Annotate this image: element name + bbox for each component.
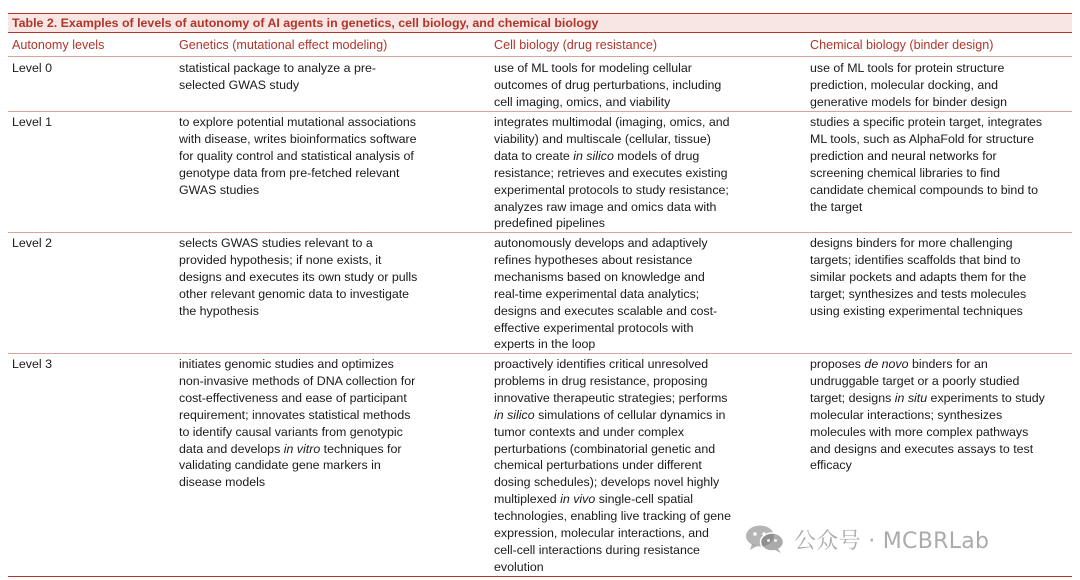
- cell-line: problems in drug resistance, proposing: [494, 373, 708, 388]
- cell-line: using existing experimental techniques: [810, 303, 1023, 318]
- cell-line: validating candidate gene markers in: [179, 458, 381, 473]
- cell-line: target; designs in situ experiments to study: [810, 390, 1045, 405]
- watermark-text: 公众号 · MCBRLab: [794, 528, 990, 554]
- cell-line: the hypothesis: [179, 303, 259, 318]
- cell-line: designs and executes its own study or pulls: [179, 269, 418, 284]
- row-level-label: Level 2: [12, 236, 52, 250]
- cell-line: multiplexed in vivo single-cell spatial: [494, 492, 694, 507]
- cell-line: evolution: [494, 559, 544, 574]
- cell-line: autonomously develops and adaptively: [494, 236, 708, 250]
- cell-line: mechanisms based on knowledge and: [494, 269, 705, 284]
- cell-line: designs binders for more challenging: [810, 236, 1013, 250]
- cell-line: expression, molecular interactions, and: [494, 526, 709, 541]
- cell-line: real-time experimental data analytics;: [494, 286, 700, 301]
- cell-line: to explore potential mutational associations: [179, 115, 416, 129]
- cell-line: with disease, writes bioinformatics software: [179, 131, 417, 146]
- cell-line: target; synthesizes and tests molecules: [810, 286, 1027, 301]
- chemical-biology-cell: [810, 114, 1042, 215]
- cell-line: selected GWAS study: [179, 77, 300, 92]
- genetics-cell: [179, 60, 376, 94]
- cell-biology-cell: [494, 60, 721, 111]
- cell-line: other relevant genomic data to investigate: [179, 286, 410, 301]
- cell-line: GWAS studies: [179, 182, 260, 197]
- cell-line: cost-effectiveness and ease of participant: [179, 390, 407, 405]
- cell-line: use of ML tools for protein structure: [810, 61, 1005, 75]
- cell-line: provided hypothesis; if none exists, it: [179, 252, 382, 267]
- row-divider: [8, 232, 1072, 233]
- cell-line: chemical perturbations under different: [494, 458, 702, 473]
- cell-line: non-invasive methods of DNA collection for: [179, 373, 416, 388]
- cell-line: prediction, molecular docking, and: [810, 77, 999, 92]
- cell-line: disease models: [179, 475, 266, 490]
- cell-line: statistical package to analyze a pre-: [179, 61, 376, 75]
- cell-line: molecular interactions; synthesizes: [810, 407, 1003, 422]
- table-bottom-rule: [8, 576, 1072, 577]
- cell-line: selects GWAS studies relevant to a: [179, 236, 373, 250]
- column-header-genetics: Genetics (mutational effect modeling): [179, 38, 388, 52]
- cell-line: cell-cell interactions during resistance: [494, 542, 700, 557]
- cell-line: molecules with more complex pathways: [810, 424, 1029, 439]
- header-divider: [8, 56, 1072, 57]
- cell-line: studies a specific protein target, integrates: [810, 115, 1043, 129]
- cell-line: effective experimental protocols with: [494, 320, 694, 335]
- column-header-chemical-biology: Chemical biology (binder design): [810, 38, 994, 52]
- cell-line: technologies, enabling live tracking of gene: [494, 509, 731, 524]
- cell-line: initiates genomic studies and optimizes: [179, 357, 394, 371]
- cell-line: tumor contexts and under complex: [494, 424, 685, 439]
- cell-line: similar pockets and adapts them for the: [810, 269, 1027, 284]
- cell-line: and designs and executes assays to test: [810, 441, 1034, 456]
- cell-line: for quality control and statistical analysis of: [179, 148, 414, 163]
- chemical-biology-cell: [810, 356, 1045, 474]
- cell-line: the target: [810, 199, 863, 214]
- cell-line: ML tools, such as AlphaFold for structure: [810, 131, 1035, 146]
- cell-line: cell imaging, omics, and viability: [494, 94, 671, 109]
- row-level-label: Level 3: [12, 357, 52, 371]
- row-level-label: Level 0: [12, 61, 52, 75]
- cell-line: targets; identifies scaffolds that bind to: [810, 252, 1021, 267]
- cell-biology-cell: [494, 356, 731, 576]
- cell-line: data to create in silico models of drug: [494, 148, 700, 163]
- cell-line: designs and executes scalable and cost-: [494, 303, 718, 318]
- cell-biology-cell: [494, 235, 717, 353]
- cell-line: use of ML tools for modeling cellular: [494, 61, 692, 75]
- cell-line: in silico simulations of cellular dynamics in: [494, 407, 726, 422]
- cell-line: candidate chemical compounds to bind to: [810, 182, 1038, 197]
- table-caption-bar: [8, 13, 1072, 33]
- cell-line: proactively identifies critical unresolved: [494, 357, 709, 371]
- genetics-cell: [179, 235, 417, 320]
- cell-line: generative models for binder design: [810, 94, 1007, 109]
- row-level-label: Level 1: [12, 115, 52, 129]
- cell-line: undruggable target or a poorly studied: [810, 373, 1020, 388]
- watermark: [744, 524, 989, 554]
- cell-line: resistance; retrieves and executes existing: [494, 165, 728, 180]
- wechat-icon: [744, 524, 786, 554]
- cell-line: genotype data from pre-fetched relevant: [179, 165, 400, 180]
- chemical-biology-cell: [810, 60, 1007, 111]
- cell-line: outcomes of drug perturbations, including: [494, 77, 722, 92]
- cell-line: experimental protocols to study resistance;: [494, 182, 729, 197]
- column-header-autonomy: Autonomy levels: [12, 38, 105, 52]
- cell-line: efficacy: [810, 458, 852, 473]
- cell-line: dosing schedules); develops novel highly: [494, 475, 720, 490]
- genetics-cell: [179, 356, 415, 491]
- row-divider: [8, 353, 1072, 354]
- row-divider: [8, 111, 1072, 112]
- cell-line: screening chemical libraries to find: [810, 165, 1001, 180]
- cell-line: refines hypotheses about resistance: [494, 252, 693, 267]
- table-caption: Table 2. Examples of levels of autonomy of AI agents in genetics, cell biology, and chemical biology: [12, 16, 599, 30]
- cell-line: innovative therapeutic strategies; performs: [494, 390, 728, 405]
- cell-line: viability) and multiscale (cellular, tissue): [494, 131, 711, 146]
- cell-line: to identify causal variants from genotypic: [179, 424, 403, 439]
- cell-line: data and develops in vitro techniques for: [179, 441, 402, 456]
- genetics-cell: [179, 114, 417, 199]
- cell-biology-cell: [494, 114, 730, 232]
- cell-line: experts in the loop: [494, 337, 596, 352]
- cell-line: requirement; innovates statistical methods: [179, 407, 411, 422]
- cell-line: analyzes raw image and omics data with: [494, 199, 717, 214]
- cell-line: proposes de novo binders for an: [810, 357, 988, 371]
- column-header-cell-biology: Cell biology (drug resistance): [494, 38, 658, 52]
- cell-line: integrates multimodal (imaging, omics, and: [494, 115, 730, 129]
- cell-line: predefined pipelines: [494, 216, 605, 231]
- cell-line: prediction and neural networks for: [810, 148, 997, 163]
- chemical-biology-cell: [810, 235, 1026, 320]
- cell-line: perturbations (combinatorial genetic and: [494, 441, 716, 456]
